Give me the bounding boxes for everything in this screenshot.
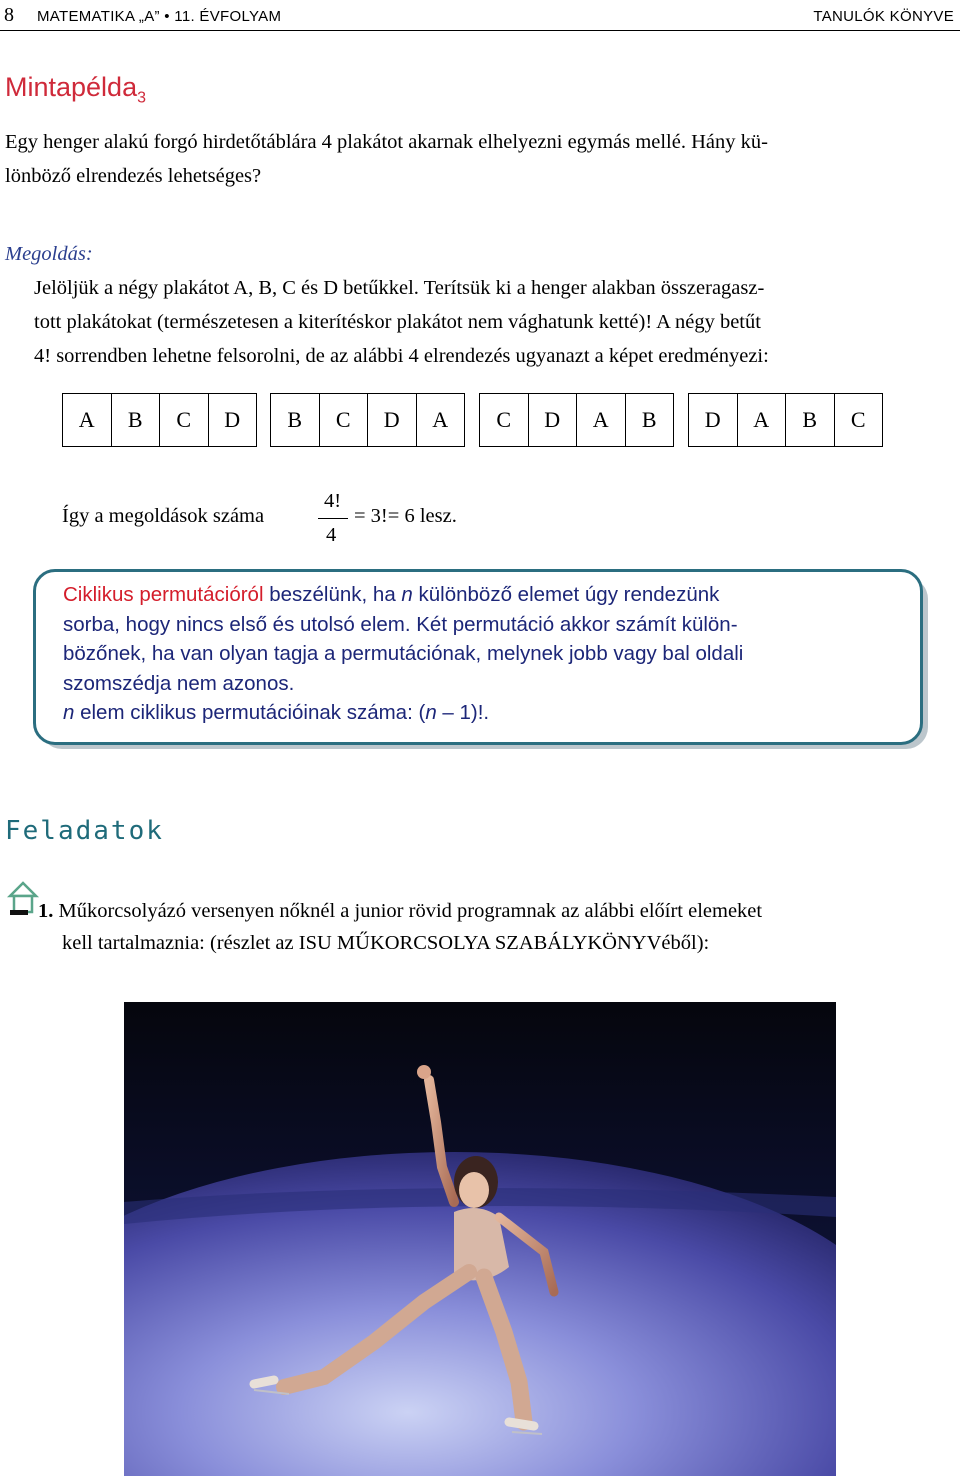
arrangement-cell: B xyxy=(111,393,161,447)
problem-text: Egy henger alakú forgó hirdetőtáblára 4 plakátot akarnak elhelyezni egymás mellé. Hány kü- lönböző elrendezés lehetséges? xyxy=(5,131,768,187)
solution-label: Megoldás: xyxy=(5,243,93,265)
rule-text: Ciklikus permutációról beszélünk, ha n különböző elemet úgy rendezünk sorba, hogy nincs első és utolsó elem. Két permutáció akkor számít külön- bözőnek, ha van olyan tagja a permutációnak, melynek jobb vagy bal oldali szomszédja nem azonos. n elem ciklikus permutációinak száma: (n – 1)!. xyxy=(63,583,744,724)
arrangement-cell: A xyxy=(62,393,112,447)
arrangement-cell: D xyxy=(208,393,258,447)
solution-text: Jelöljük a négy plakátot A, B, C és D betűkkel. Terítsük ki a henger alakban összeragasz- tott plakátokat (természetesen a kiterítéskor plakátot nem vághatunk ketté)! A négy betűt 4! sorrendben lehetne felsorolni, de az alábbi 4 elrendezés ugyanazt a képet eredményezi: xyxy=(34,277,769,367)
figure-skater-photo xyxy=(124,1002,836,1476)
task-1: 1. Műkorcsolyázó versenyen nőknél a junior rövid programnak az alábbi előírt elemeket xyxy=(38,900,763,922)
header-divider xyxy=(0,30,960,31)
fraction-bar xyxy=(318,518,348,519)
arrangement-2 xyxy=(270,393,465,447)
arrangement-cell: C xyxy=(159,393,209,447)
arrangement-3 xyxy=(479,393,674,447)
task-1-continued: kell tartalmaznia: (részlet az ISU MŰKORCSOLYA SZABÁLYKÖNYVéből): xyxy=(62,932,710,954)
rule-term: Ciklikus permutációról xyxy=(63,583,264,606)
arrangement-cell: A xyxy=(416,393,466,447)
book-subtitle: TANULÓK KÖNYVE xyxy=(813,8,954,25)
page-number: 8 xyxy=(4,4,14,26)
arrangement-cell: D xyxy=(367,393,417,447)
book-title: MATEMATIKA „A” • 11. ÉVFOLYAM xyxy=(37,8,282,25)
arrangement-4 xyxy=(688,393,883,447)
arrangement-cell: C xyxy=(834,393,884,447)
arrangement-cell: B xyxy=(785,393,835,447)
fraction-denominator: 4 xyxy=(326,524,337,546)
arrangement-cell: D xyxy=(688,393,738,447)
arrangement-cell: A xyxy=(737,393,787,447)
arrangement-cell: C xyxy=(319,393,369,447)
task-number: 1. xyxy=(38,900,54,922)
result-prefix: Így a megoldások száma xyxy=(62,505,265,527)
arrangement-cell: B xyxy=(625,393,675,447)
arrangement-cell: D xyxy=(528,393,578,447)
example-number: 3 xyxy=(137,89,146,107)
arrangement-1 xyxy=(62,393,257,447)
home-task-icon xyxy=(6,879,40,919)
arrangement-cell: C xyxy=(479,393,529,447)
arrangement-cell: A xyxy=(576,393,626,447)
fraction-numerator: 4! xyxy=(324,490,342,512)
arrangement-cell: B xyxy=(270,393,320,447)
tasks-heading: Feladatok xyxy=(5,816,164,846)
page-header xyxy=(0,2,960,32)
example-title: Mintapélda$_3$ xyxy=(5,72,146,107)
result-equation: = 3!= 6 lesz. xyxy=(354,505,457,527)
